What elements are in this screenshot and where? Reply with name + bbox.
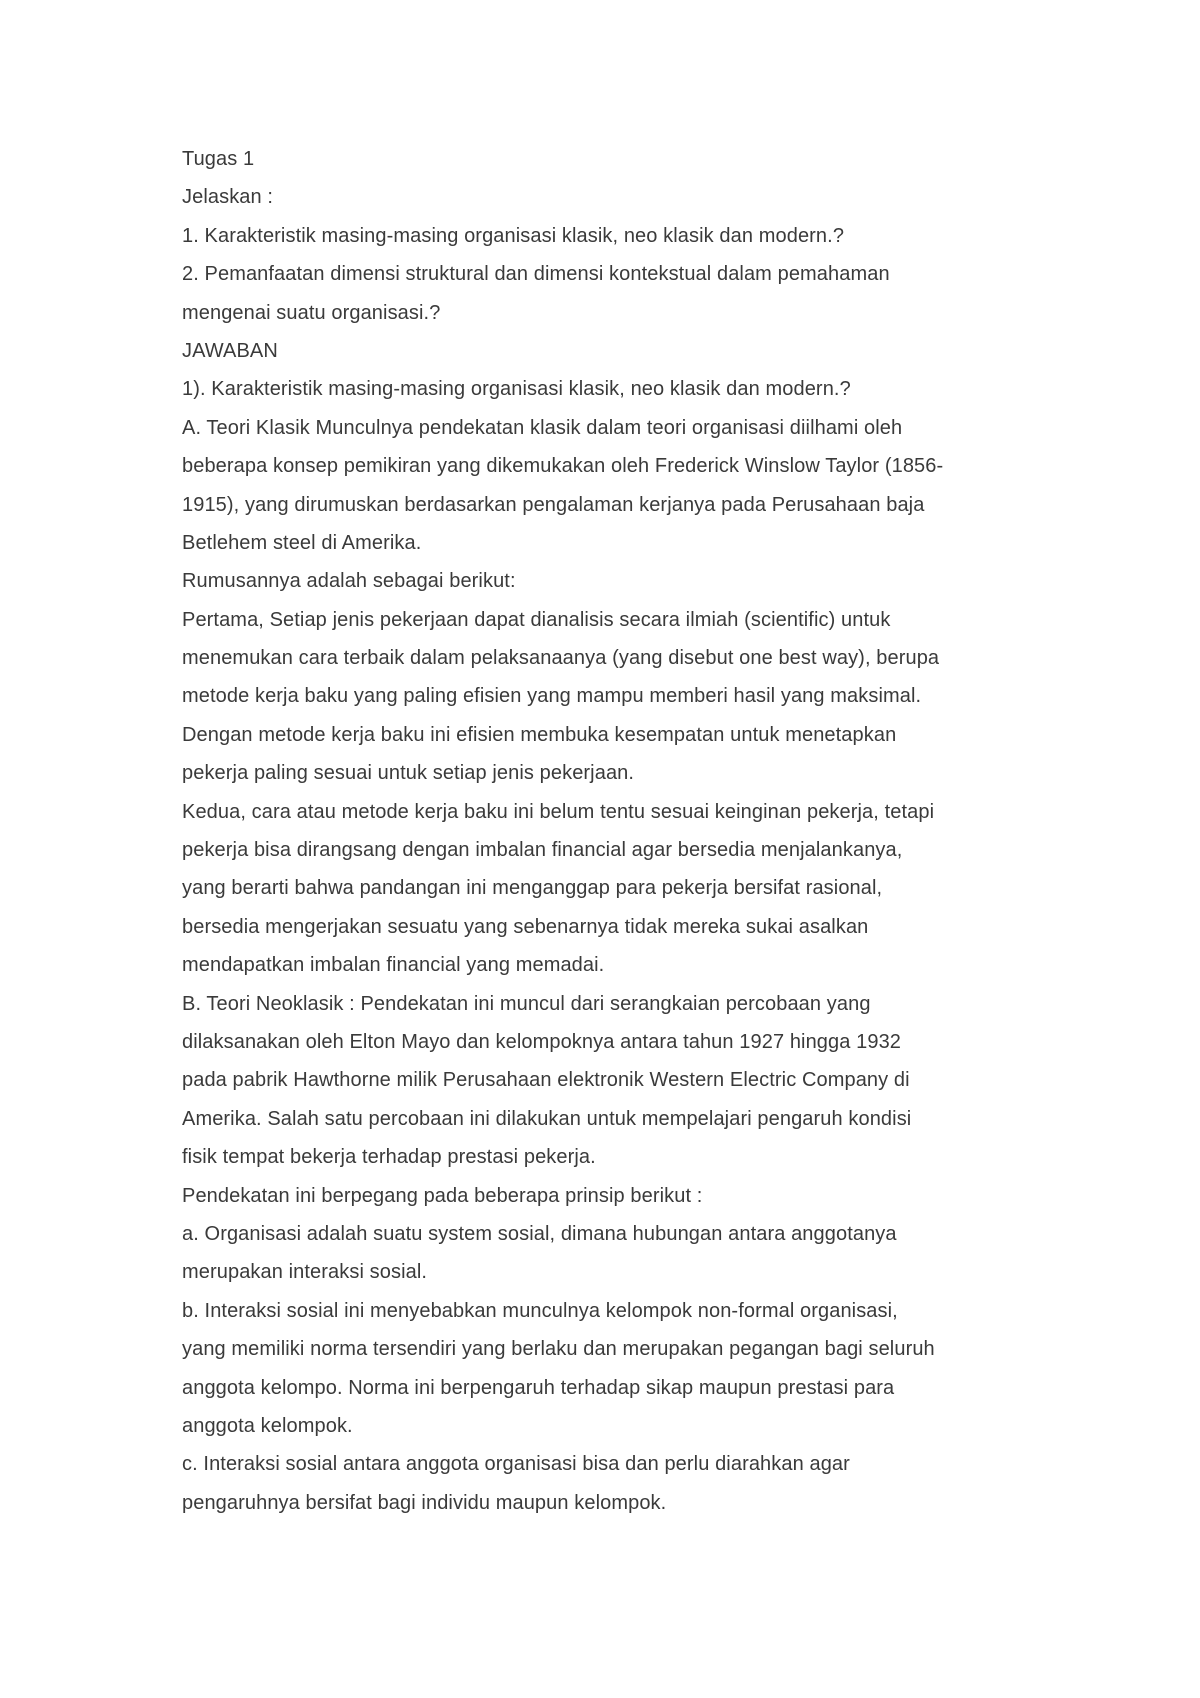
instruction-label: Jelaskan : (182, 186, 274, 209)
answer-1-heading: 1). Karakteristik masing-masing organisasi klasik, neo klasik dan modern.? (182, 378, 851, 401)
paragraph-line: yang memiliki norma tersendiri yang berlaku dan merupakan pegangan bagi seluruh (182, 1338, 935, 1361)
question-2-line-1: 2. Pemanfaatan dimensi struktural dan dimensi kontekstual dalam pemahaman (182, 263, 890, 286)
paragraph-line: A. Teori Klasik Munculnya pendekatan klasik dalam teori organisasi diilhami oleh (182, 416, 903, 439)
question-2-line-2: mengenai suatu organisasi.? (182, 301, 441, 324)
paragraph-line: merupakan interaksi sosial. (182, 1261, 428, 1284)
question-1: 1. Karakteristik masing-masing organisasi klasik, neo klasik dan modern.? (182, 224, 845, 247)
paragraph-line: Pendekatan ini berpegang pada beberapa prinsip berikut : (182, 1184, 703, 1207)
paragraph-line: yang berarti bahwa pandangan ini menganggap para pekerja bersifat rasional, (182, 877, 883, 900)
paragraph-line: a. Organisasi adalah suatu system sosial, dimana hubungan antara anggotanya (182, 1222, 897, 1245)
paragraph-line: Betlehem steel di Amerika. (182, 531, 422, 554)
document-body (182, 140, 1062, 1522)
paragraph-line: c. Interaksi sosial antara anggota organisasi bisa dan perlu diarahkan agar (182, 1453, 850, 1476)
paragraph-line: pekerja bisa dirangsang dengan imbalan financial agar bersedia menjalankanya, (182, 839, 903, 862)
paragraph-line: pekerja paling sesuai untuk setiap jenis pekerjaan. (182, 762, 635, 785)
paragraph-line: B. Teori Neoklasik : Pendekatan ini muncul dari serangkaian percobaan yang (182, 992, 871, 1015)
paragraph-line: b. Interaksi sosial ini menyebabkan munculnya kelompok non-formal organisasi, (182, 1299, 898, 1322)
paragraph-line: metode kerja baku yang paling efisien yang mampu memberi hasil yang maksimal. (182, 685, 922, 708)
paragraph-line: anggota kelompok. (182, 1414, 353, 1437)
document-title: Tugas 1 (182, 148, 255, 170)
paragraph-line: pengaruhnya bersifat bagi individu maupun kelompok. (182, 1491, 667, 1514)
paragraph-line: bersedia mengerjakan sesuatu yang sebenarnya tidak mereka sukai asalkan (182, 915, 869, 938)
paragraph-line: mendapatkan imbalan financial yang memadai. (182, 954, 605, 977)
paragraph-line: Dengan metode kerja baku ini efisien membuka kesempatan untuk menetapkan (182, 723, 897, 746)
paragraph-line: Rumusannya adalah sebagai berikut: (182, 570, 516, 593)
answer-heading: JAWABAN (182, 339, 278, 362)
paragraph-line: Pertama, Setiap jenis pekerjaan dapat dianalisis secara ilmiah (scientific) untuk (182, 608, 891, 631)
paragraph-line: menemukan cara terbaik dalam pelaksanaanya (yang disebut one best way), berupa (182, 647, 940, 670)
paragraph-line: Amerika. Salah satu percobaan ini dilakukan untuk mempelajari pengaruh kondisi (182, 1107, 912, 1130)
paragraph-line: Kedua, cara atau metode kerja baku ini belum tentu sesuai keinginan pekerja, tetapi (182, 800, 935, 823)
paragraph-line: fisik tempat bekerja terhadap prestasi pekerja. (182, 1146, 596, 1169)
paragraph-line: 1915), yang dirumuskan berdasarkan pengalaman kerjanya pada Perusahaan baja (182, 493, 925, 516)
paragraph-line: beberapa konsep pemikiran yang dikemukakan oleh Frederick Winslow Taylor (1856- (182, 455, 944, 478)
paragraph-line: anggota kelompo. Norma ini berpengaruh terhadap sikap maupun prestasi para (182, 1376, 895, 1399)
paragraph-line: dilaksanakan oleh Elton Mayo dan kelompoknya antara tahun 1927 hingga 1932 (182, 1030, 902, 1053)
paragraph-line: pada pabrik Hawthorne milik Perusahaan elektronik Western Electric Company di (182, 1069, 910, 1092)
